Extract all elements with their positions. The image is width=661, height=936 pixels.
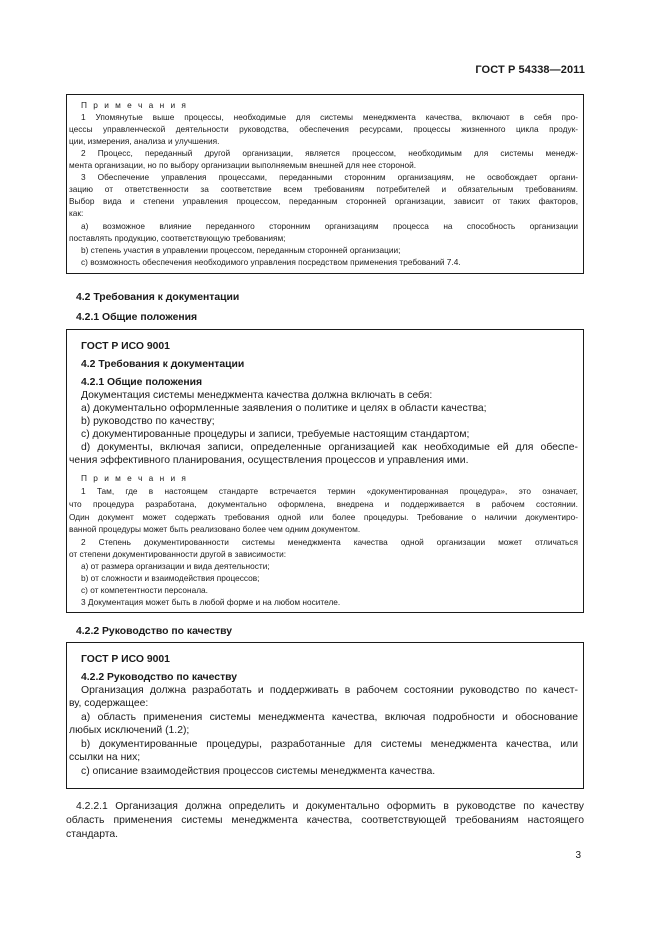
body-line: любых исключений (1.2); — [69, 725, 190, 736]
note-line: Один документ может содержать требования одной или более процедуры. Требование о наличии документиро- — [69, 512, 578, 522]
notes-heading: П р и м е ч а н и я — [81, 100, 188, 110]
clause-line: 4.2.2.1 Организация должна определить и документально оформить в руководстве по качеству — [76, 801, 584, 812]
body-line: c) документированные процедуры и записи, требуемые настоящим стандартом; — [81, 429, 470, 440]
note-line: поставлять продукцию, соответствующую требованиям; — [69, 233, 286, 243]
section-heading-4-2: 4.2 Требования к документации — [76, 292, 240, 303]
note-line: зацию от ответственности за соответствие всем требованиям потребителей и обязательным требованиям. — [69, 184, 578, 194]
notes-heading: П р и м е ч а н и я — [81, 473, 188, 483]
note-line: ции, измерения, анализа и улучшения. — [69, 136, 220, 146]
note-line: ванной процедуры может быть реализовано более чем одним документом. — [69, 524, 361, 534]
body-line: чения эффективного планирования, осуществления процессов и управления ими. — [69, 455, 469, 466]
note-line: 2 Процесс, переданный другой организации, является процессом, необходимым для системы менедж- — [81, 148, 578, 158]
note-line: c) возможность обеспечения необходимого управления посредством применения требований 7.4. — [81, 257, 461, 267]
note-line: a) возможное влияние переданного сторонним организациям процесса на способность организации — [81, 221, 578, 231]
note-line: от степени документированности другой в зависимости: — [69, 549, 287, 559]
body-line: Документация системы менеджмента качества должна включать в себя: — [81, 390, 433, 401]
body-line: Организация должна разработать и поддерживать в рабочем состоянии руководство по качест- — [81, 685, 578, 696]
quoted-heading-4-2-1: 4.2.1 Общие положения — [81, 377, 203, 388]
document-number: ГОСТ Р 54338—2011 — [475, 64, 585, 76]
iso-quote-box — [66, 329, 584, 613]
note-line: 3 Документация может быть в любой форме и на любом носителе. — [81, 597, 341, 607]
page-number: 3 — [575, 850, 581, 861]
clause-line: стандарта. — [66, 829, 119, 840]
notes-box — [66, 94, 584, 274]
quoted-heading-4-2: 4.2 Требования к документации — [81, 359, 245, 370]
note-line: b) степень участия в управлении процессом, переданным сторонней организации; — [81, 245, 401, 255]
body-line: a) документально оформленные заявления о политике и целях в области качества; — [81, 403, 487, 414]
body-line: ву, содержащее: — [69, 698, 149, 709]
body-line: b) документированные процедуры, разработанные для системы менеджмента качества, или — [81, 739, 578, 750]
iso-quote-box — [66, 642, 584, 789]
quoted-heading-4-2-2: 4.2.2 Руководство по качеству — [81, 672, 238, 683]
note-line: b) от сложности и взаимодействия процессов; — [81, 573, 260, 583]
section-heading-4-2-1: 4.2.1 Общие положения — [76, 312, 198, 323]
body-line: ссылки на них; — [69, 752, 141, 763]
standard-reference: ГОСТ Р ИСО 9001 — [81, 341, 170, 352]
note-line: c) от компетентности персонала. — [81, 585, 208, 595]
body-line: b) руководство по качеству; — [81, 416, 215, 427]
note-line: как: — [69, 208, 84, 218]
clause-line: область применения системы менеджмента качества, соответствующей требованиям настоящего — [66, 815, 584, 826]
note-line: a) от размера организации и вида деятельности; — [81, 561, 270, 571]
note-line: 3 Обеспечение управления процессами, переданными сторонним организациям, не освобождает органи- — [81, 172, 578, 182]
section-heading-4-2-2: 4.2.2 Руководство по качеству — [76, 626, 233, 637]
note-line: 1 Упомянутые выше процессы, необходимые для системы менеджмента качества, включают в себя про- — [81, 112, 578, 122]
body-line: d) документы, включая записи, определенные организацией как необходимые ей для обеспе- — [81, 442, 578, 453]
standard-reference: ГОСТ Р ИСО 9001 — [81, 654, 170, 665]
note-line: Выбор вида и степени управления процессом, переданным сторонней организации, зависит от таких факторов, — [69, 196, 578, 206]
note-line: мента организации, но по выбору организации выполняемым внешней для нее стороной. — [69, 160, 417, 170]
note-line: что процедура разработана, документально оформлена, внедрена и поддерживается в рабочем состоянии. — [69, 499, 578, 509]
body-line: c) описание взаимодействия процессов системы менеджмента качества. — [81, 766, 436, 777]
note-line: цессы управленческой деятельности руководства, обеспечения ресурсами, процессы жизненного цикла продук- — [69, 124, 578, 134]
body-line: a) область применения системы менеджмента качества, включая подробности и обоснование — [81, 712, 578, 723]
note-line: 2 Степень документированности системы менеджмента качества одной организации может отличаться — [81, 537, 578, 547]
note-line: 1 Там, где в настоящем стандарте встречается термин «документированная процедура», это означает, — [81, 486, 578, 496]
